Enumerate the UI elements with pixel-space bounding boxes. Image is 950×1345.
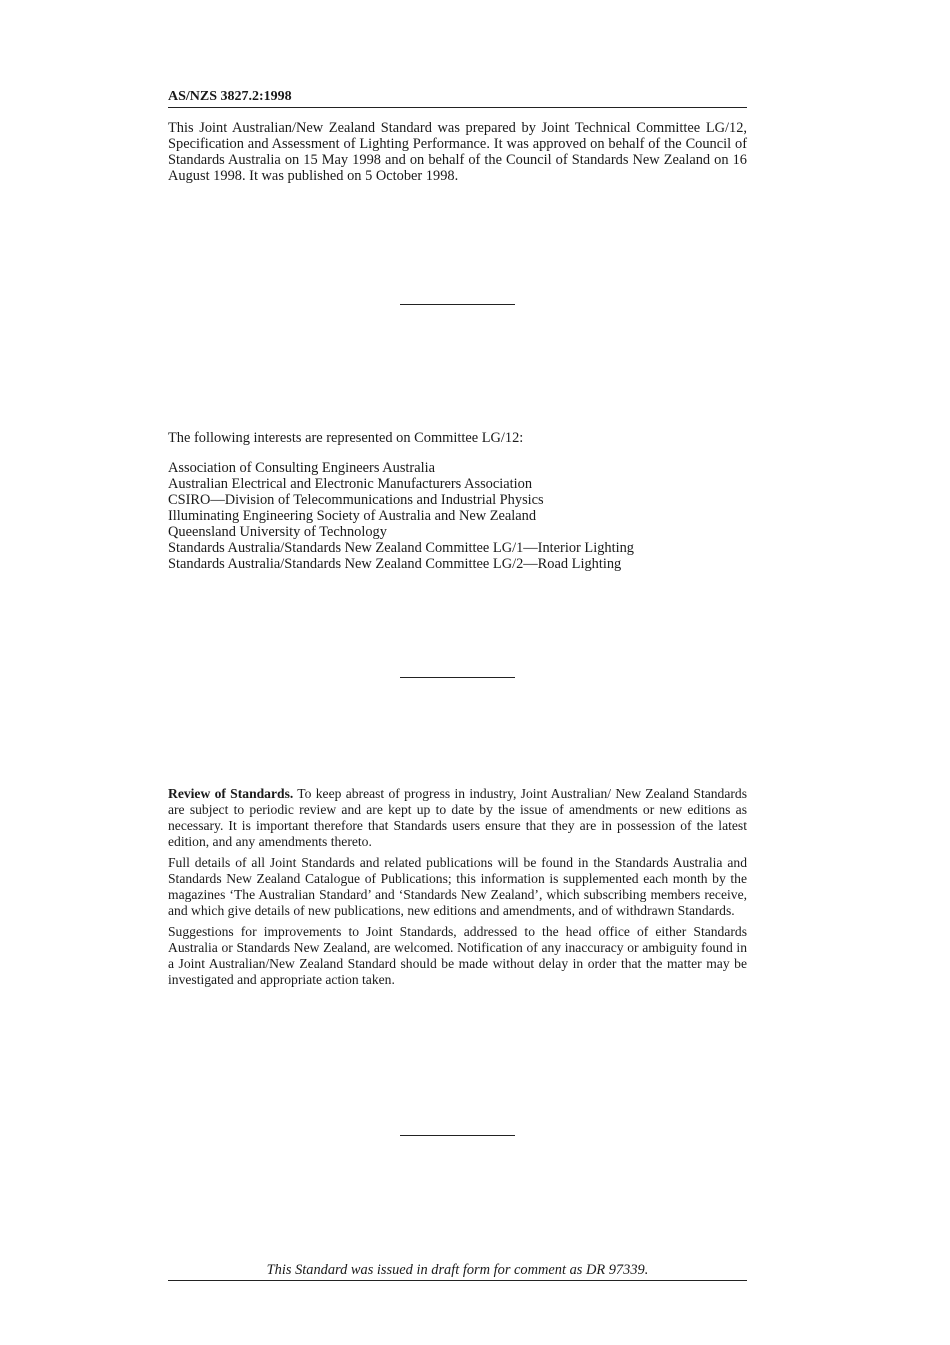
interest-item: Standards Australia/Standards New Zealand Committee LG/2—Road Lighting	[168, 556, 622, 572]
review-heading: Review of Standards.	[168, 786, 294, 801]
section-divider	[400, 304, 515, 305]
section-divider	[400, 677, 515, 678]
review-paragraph-text: To keep abreast of progress in industry, Joint Australian/ New Zealand Standards are subject to periodic review and are kept up to date by the issue of amendments or new editions as necessary. It is important therefore that Standards users ensure that they are in possession of the latest edition, and any amendments thereto.	[168, 786, 747, 849]
interest-item: Standards Australia/Standards New Zealand Committee LG/1—Interior Lighting	[168, 540, 634, 556]
interest-item: Australian Electrical and Electronic Manufacturers Association	[168, 476, 533, 492]
interest-item: Association of Consulting Engineers Australia	[168, 460, 435, 476]
committee-interests-intro: The following interests are represented on Committee LG/12:	[168, 430, 524, 446]
section-divider	[400, 1135, 515, 1136]
committee-interests-list	[168, 460, 768, 572]
interest-item: Queensland University of Technology	[168, 524, 387, 540]
standard-number-header: AS/NZS 3827.2:1998	[168, 88, 747, 108]
interest-item: Illuminating Engineering Society of Australia and New Zealand	[168, 508, 537, 524]
review-paragraph: Suggestions for improvements to Joint Standards, addressed to the head office of either Standards Australia or Standards New Zealand, are welcomed. Notification of any inaccuracy or ambiguity found in a Joint Australian/New Zealand Standard should be made without delay in order that the matter may be investigated and appropriate action taken.	[168, 924, 747, 987]
interest-item: CSIRO—Division of Telecommunications and Industrial Physics	[168, 492, 544, 508]
review-of-standards-section	[168, 786, 747, 993]
review-paragraph: Full details of all Joint Standards and related publications will be found in the Standards Australia and Standards New Zealand Catalogue of Publications; this information is supplemented each month by the magazines ‘The Australian Standard’ and ‘Standards New Zealand’, which subscribing members receive, and which give details of new publications, new editions and amendments, and of withdrawn Standards.	[168, 855, 747, 918]
preparation-statement: This Joint Australian/New Zealand Standard was prepared by Joint Technical Committee LG/12, Specification and Assessment of Lighting Performance. It was approved on behalf of the Council of Standards Australia on 15 May 1998 and on behalf of the Council of Standards New Zealand on 16 August 1998. It was published on 5 October 1998.	[168, 120, 747, 184]
review-paragraph	[168, 786, 747, 850]
draft-comment-note: This Standard was issued in draft form for comment as DR 97339.	[168, 1261, 747, 1281]
